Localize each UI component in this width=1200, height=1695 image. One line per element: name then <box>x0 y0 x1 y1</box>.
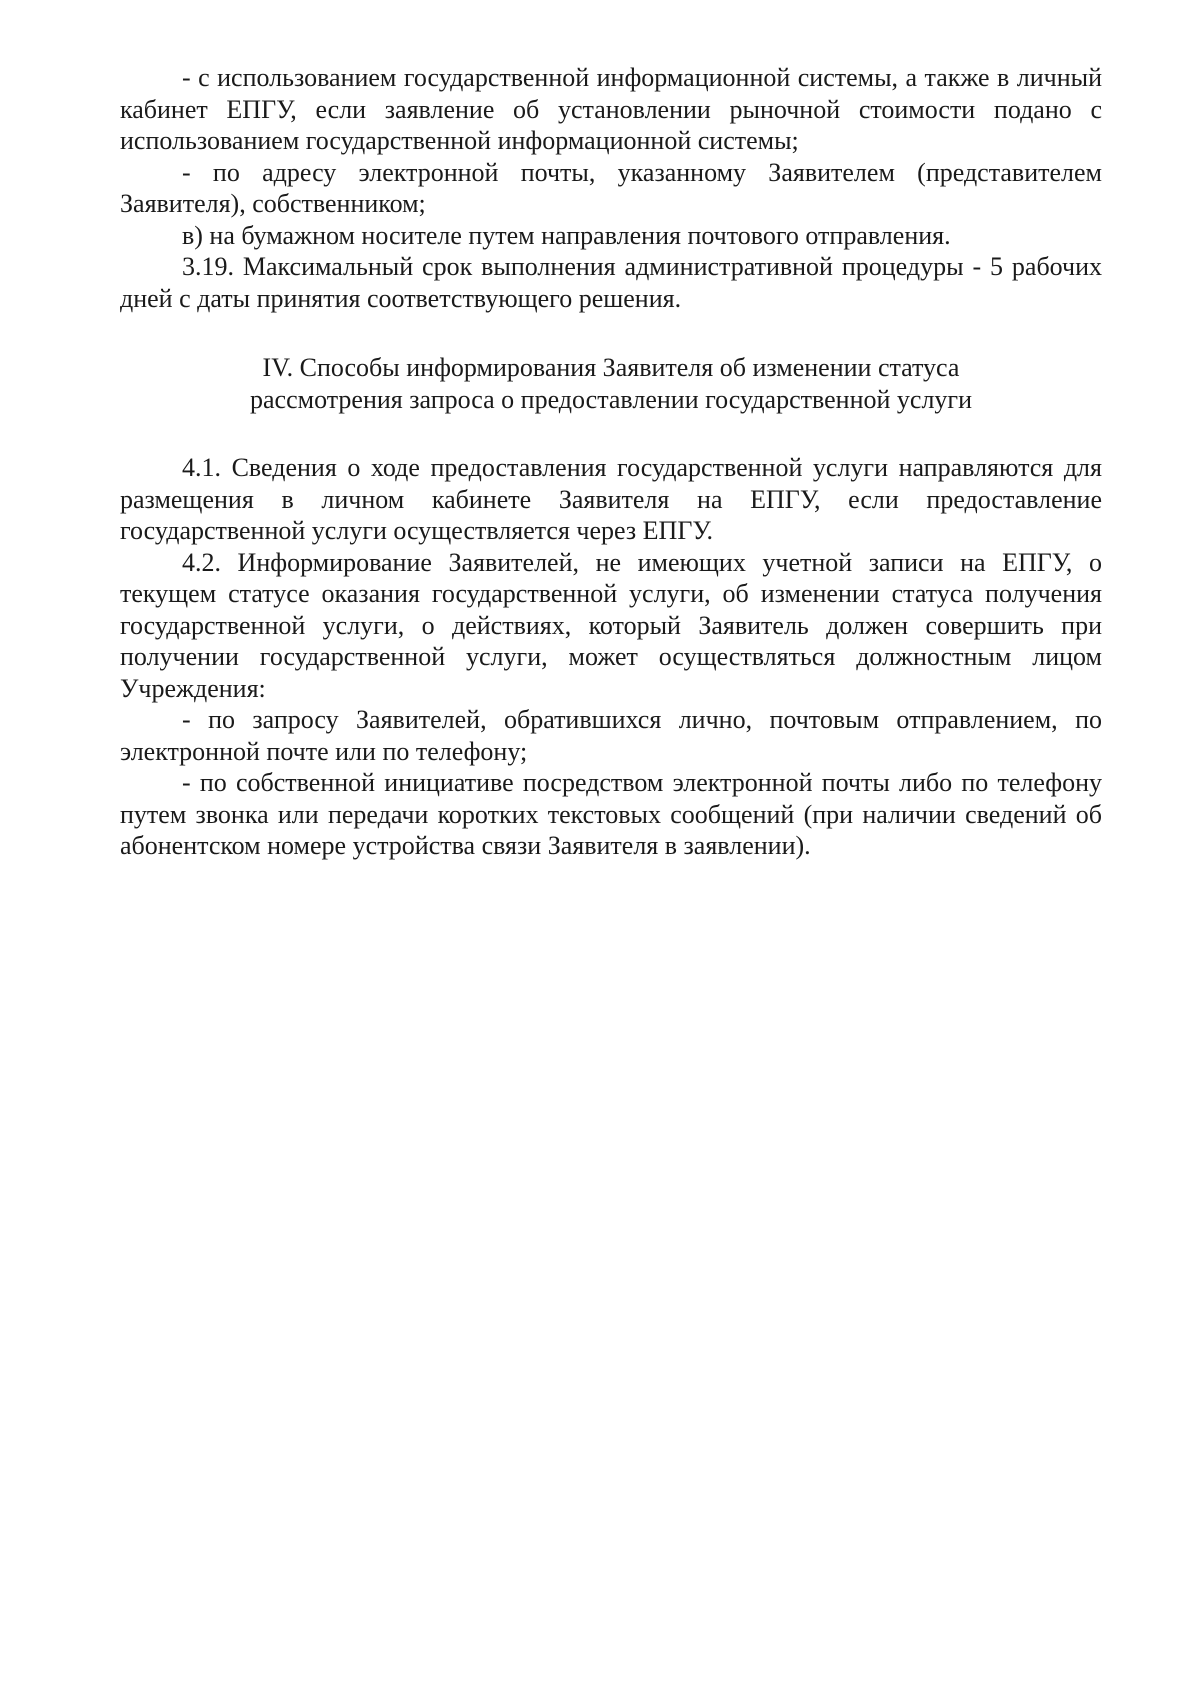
document-page <box>120 62 1102 862</box>
paragraph-4-1: 4.1. Сведения о ходе предоставления государственной услуги направляются для размещения в личном кабинете Заявителя на ЕПГУ, если предоставление государственной услуги осуществляется через ЕПГУ. <box>120 453 1102 545</box>
paragraph-by-request: - по запросу Заявителей, обратившихся лично, почтовым отправлением, по электронной почте или по телефону; <box>120 705 1102 766</box>
paragraph-4-2: 4.2. Информирование Заявителей, не имеющих учетной записи на ЕПГУ, о текущем статусе оказания государственной услуги, об изменении статуса получения государственной услуги, о действиях, который Заявитель должен совершить при получении государственной услуги, может осуществляться должностным лицом Учреждения: <box>120 547 1102 703</box>
paragraph-own-initiative: - по собственной инициативе посредством электронной почты либо по телефону путем звонка или передачи коротких текстовых сообщений (при наличии сведений об абонентском номере устройства связи Заявителя в заявлении). <box>120 768 1102 860</box>
paragraph-paper-delivery: в) на бумажном носителе путем направления почтового отправления. <box>182 220 951 250</box>
paragraph-email-delivery: - по адресу электронной почты, указанному Заявителем (представителем Заявителя), собственником; <box>120 157 1102 218</box>
paragraph-gis-delivery: - с использованием государственной информационной системы, а также в личный кабинет ЕПГУ, если заявление об установлении рыночной стоимости подано с использованием государственной информационной системы; <box>120 63 1102 155</box>
section-heading-iv <box>120 352 1102 416</box>
section-heading-line-2: рассмотрения запроса о предоставлении государственной услуги <box>250 385 972 414</box>
section-heading-line-1: IV. Способы информирования Заявителя об изменении статуса <box>262 353 960 382</box>
paragraph-3-19: 3.19. Максимальный срок выполнения административной процедуры - 5 рабочих дней с даты принятия соответствующего решения. <box>120 252 1102 313</box>
